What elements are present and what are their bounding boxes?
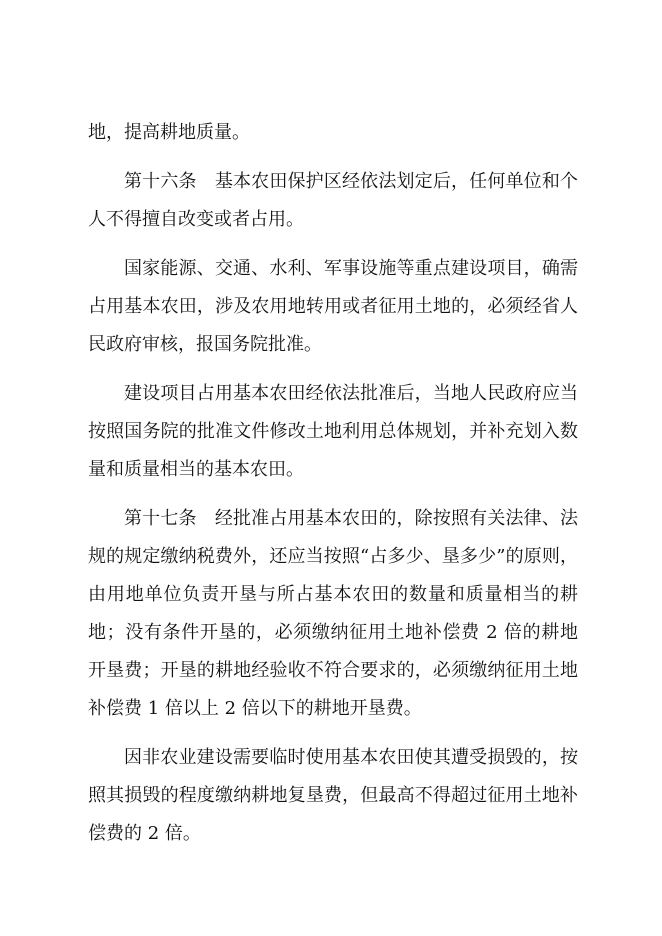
document-body — [88, 114, 578, 864]
article-16-paragraph — [88, 163, 578, 239]
key-project-paragraph — [88, 250, 578, 364]
article-17-paragraph — [88, 500, 578, 728]
paragraph-text: 建设项目占用基本农田经依法批准后，当地人民政府应当按照国务院的批准文件修改土地利用总体规划，并补充划入数量和质量相当的基本农田。 — [88, 383, 578, 480]
article-17-heading: 第十七条 — [124, 508, 197, 529]
article-17-text: 经批准占用基本农田的，除按照有关法律、法规的规定缴纳税费外，还应当按照“占多少、垦多少”的原则，由用地单位负责开垦与所占基本农田的数量和质量相当的耕地；没有条件开垦的，必须缴纳征用土地补偿费 2 倍的耕地开垦费；开垦的耕地经验收不符合要求的，必须缴纳征用土地补偿费 1 倍以上 2 倍以下的耕地开垦费。 — [88, 508, 579, 719]
temporary-use-paragraph — [88, 739, 578, 853]
paragraph-text: 国家能源、交通、水利、军事设施等重点建设项目，确需占用基本农田，涉及农用地转用或者征用土地的，必须经省人民政府审核，报国务院批准。 — [88, 258, 578, 355]
article-16-text: 基本农田保护区经依法划定后，任何单位和个人不得擅自改变或者占用。 — [88, 171, 579, 230]
approval-paragraph — [88, 375, 578, 489]
paragraph-text: 因非农业建设需要临时使用基本农田使其遭受损毁的，按照其损毁的程度缴纳耕地复垦费，但最高不得超过征用土地补偿费的 2 倍。 — [88, 747, 578, 844]
article-16-heading: 第十六条 — [124, 171, 197, 192]
paragraph-continuation — [88, 114, 578, 152]
paragraph-text: 地，提高耕地质量。 — [88, 122, 250, 143]
